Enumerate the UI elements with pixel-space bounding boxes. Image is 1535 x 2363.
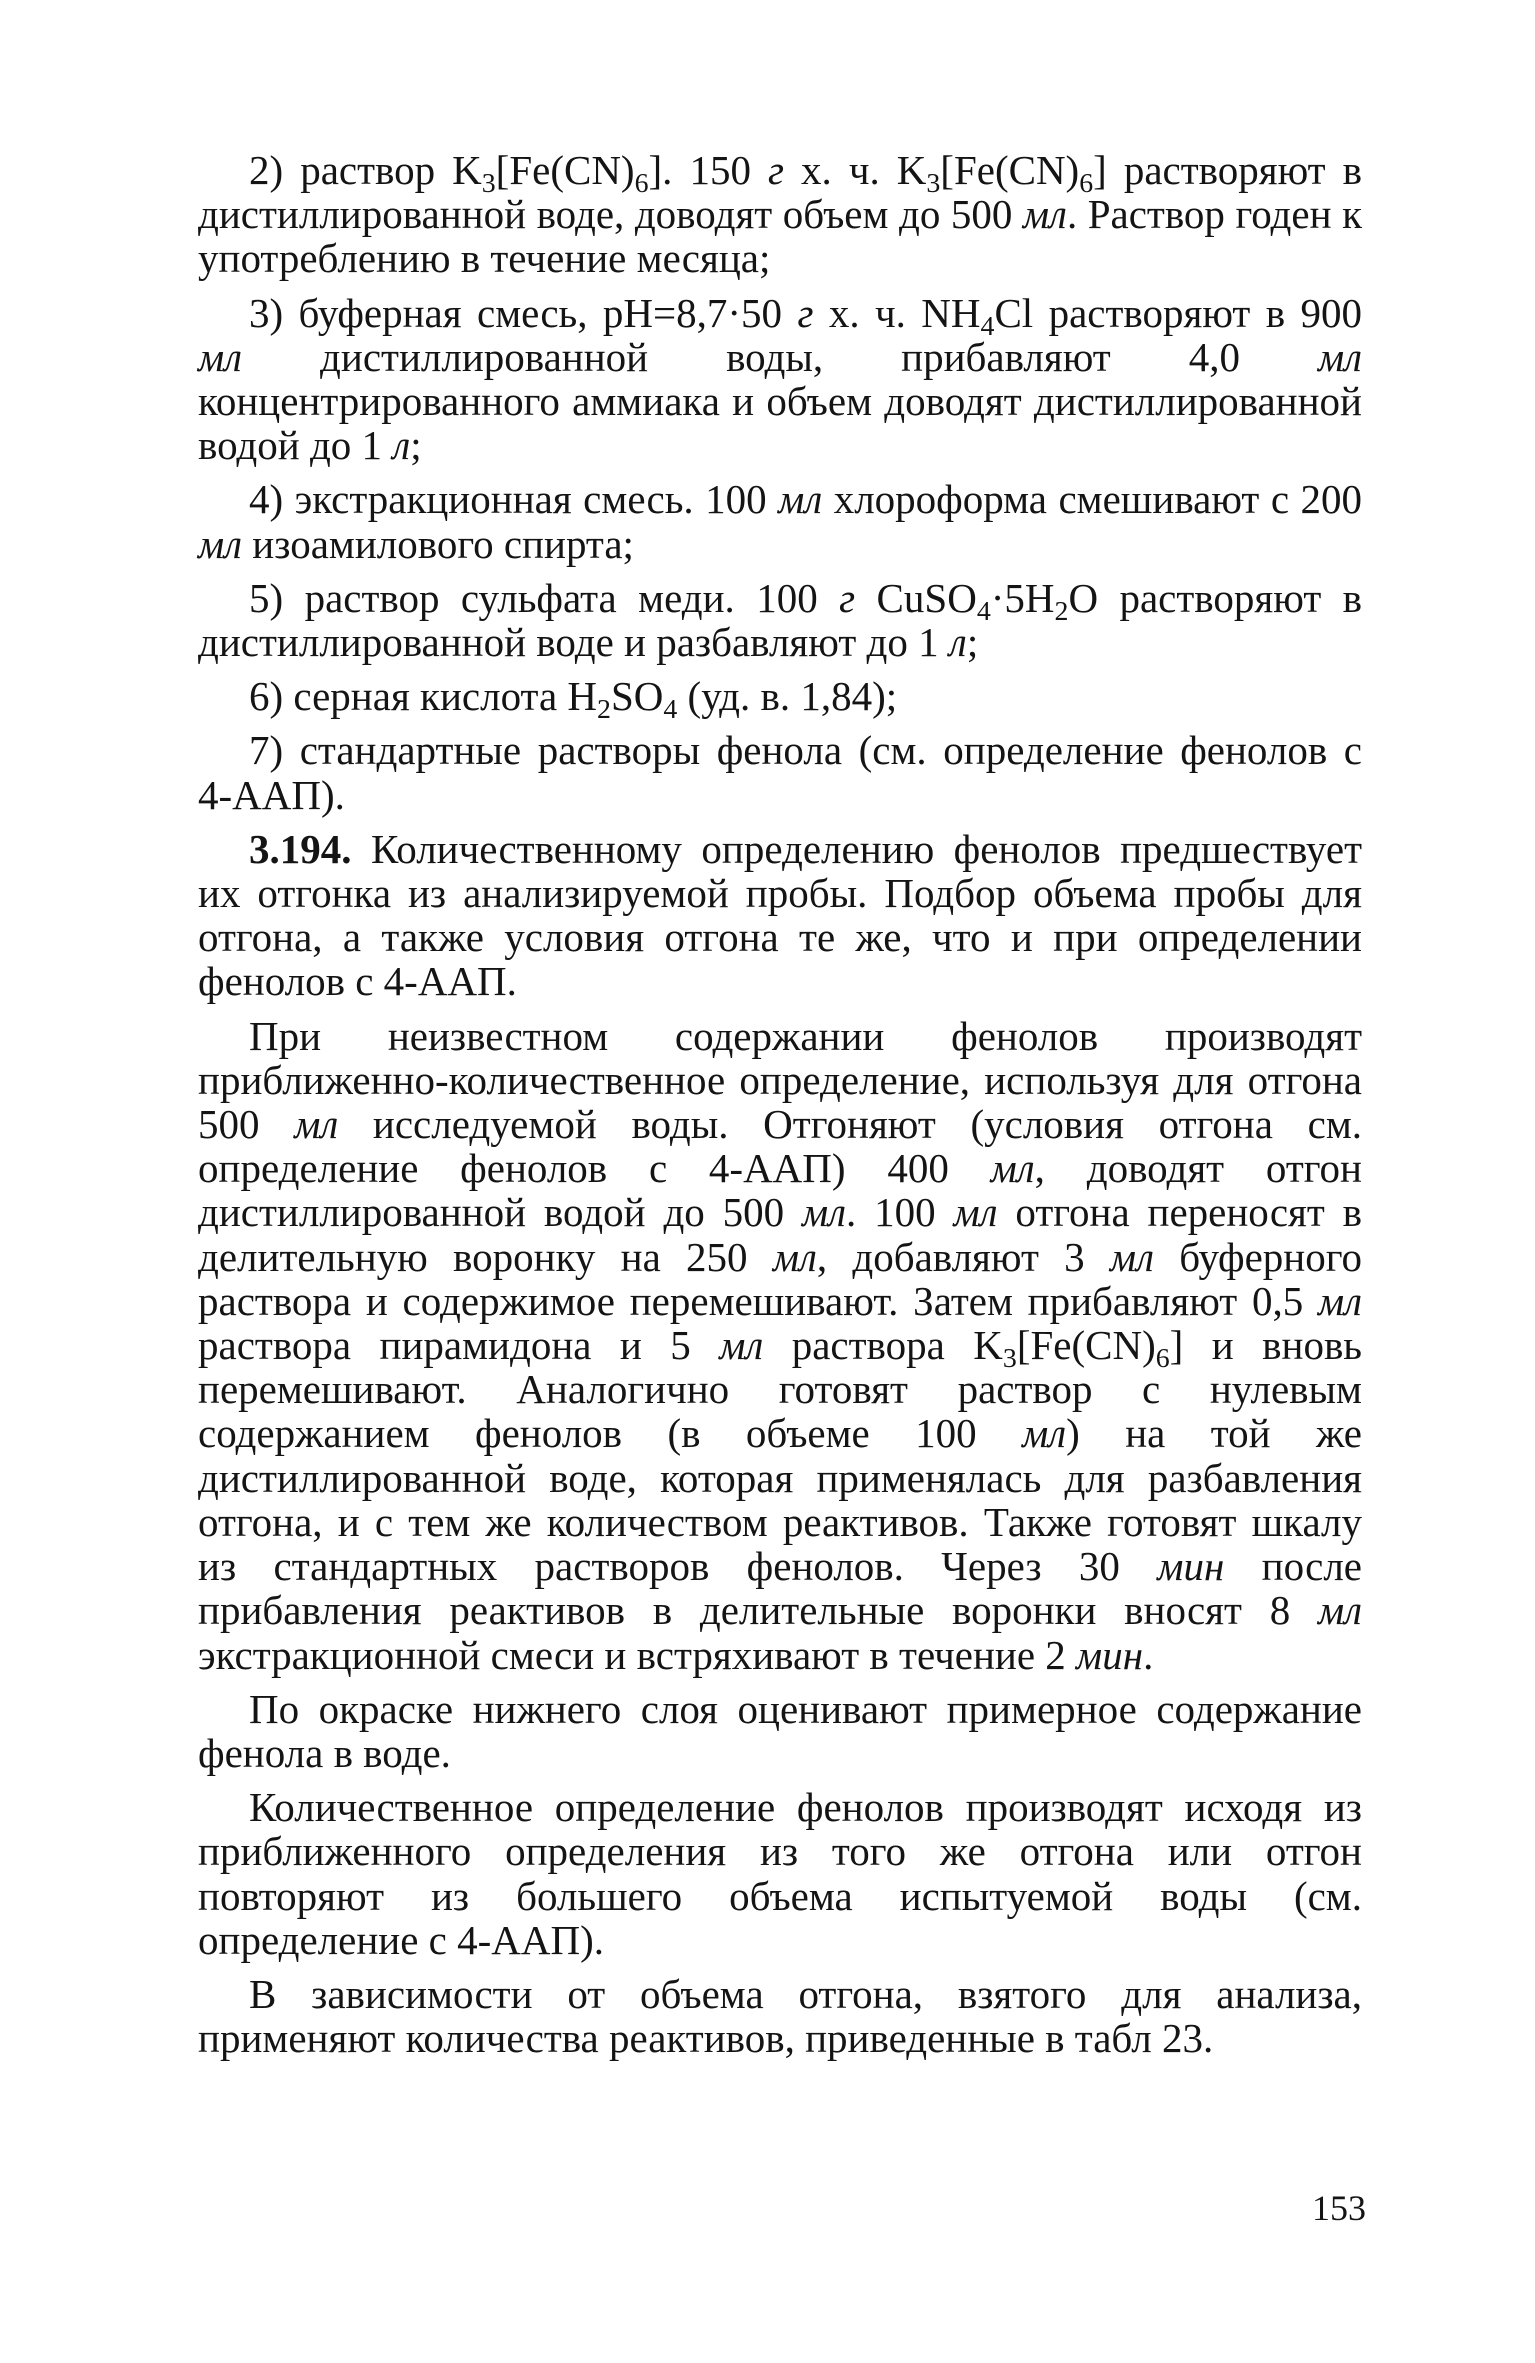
reagent-item-6: 6) серная кислота $H_2SO_4$ (уд. в. 1,84); — [249, 673, 898, 726]
reagent-volume-paragraph: В зависимости от объема отгона, взятого для анализа, применяют количества реактивов, приведенные в табл 23. — [198, 1970, 1362, 2062]
color-assessment-paragraph: По окраске нижнего слоя оценивают примерное содержание фенола в воде. — [198, 1685, 1362, 1776]
reagent-item-4: 4) экстракционная смесь. 100 мл хлороформа смешивают с 200 мл изоамилового спирта; — [198, 476, 1363, 567]
section-3-194: 3.194. Количественному определению фенолов предшествует их отгонка из анализируемой пробы. Подбор объема пробы для отгона, а также условия отгона те же, что и при определении фенолов с 4-ААП. — [198, 825, 1362, 1005]
quantitative-paragraph: Количественное определение фенолов производят исходя из приближенного определения из того же отгона или отгон повторяют из большего объема испытуемой воды (см. определение с 4-ААП). — [198, 1784, 1362, 1963]
reagent-item-5: 5) раствор сульфата меди. 100 г $CuSO_4\cdot 5H_2O$ растворяют в дистиллированной воде и разбавляют до 1 л; — [198, 574, 1363, 666]
page-number: 153 — [1312, 2188, 1366, 2228]
section-number: 3.194. — [249, 825, 352, 872]
procedure-paragraph: При неизвестном содержании фенолов производят приближенно-количественное определение, используя для отгона 500 мл исследуемой воды. Отгоняют (условия отгона см. определение фенолов с 4-ААП) 400 мл, доводят отгон дистиллированной водой до 500 мл. 100 мл отгона переносят в делительную воронку на 250 мл, добавляют 3 мл буферного раствора и содержимое перемешивают. Затем прибавляют 0,5 мл раствора пирамидона и 5 мл раствора $K_3[Fe(CN)_6]$ и вновь перемешивают. Аналогично готовят раствор с нулевым содержанием фенолов (в объеме 100 мл) на той же дистиллированной воде, которая применялась для разбавления отгона, и с тем же количеством реактивов. Также готовят шкалу из стандартных растворов фенолов. Через 30 мин после прибавления реактивов в делительные воронки вносят 8 мл экстракционной смеси и встряхивают в течение 2 мин. — [198, 1012, 1363, 1678]
reagent-item-3: 3) буферная смесь, pH=8,7·50 г х. ч. $NH_4Cl$ растворяют в 900 мл дистиллированной воды, прибавляют 4,0 мл концентрированного аммиака и объем доводят дистиллированной водой до 1 л; — [198, 289, 1362, 469]
reagent-item-7: 7) стандартные растворы фенола (см. определение фенолов с 4-ААП). — [198, 727, 1362, 818]
body-text — [198, 148, 1362, 2070]
reagent-item-2: 2) раствор $K_3[Fe(CN)_6]$. 150 г х. ч. $K_3[Fe(CN)_6]$ растворяют в дистиллированной воде, доводят объем до 500 мл. Раствор годен к употреблению в течение месяца; — [198, 147, 1363, 282]
